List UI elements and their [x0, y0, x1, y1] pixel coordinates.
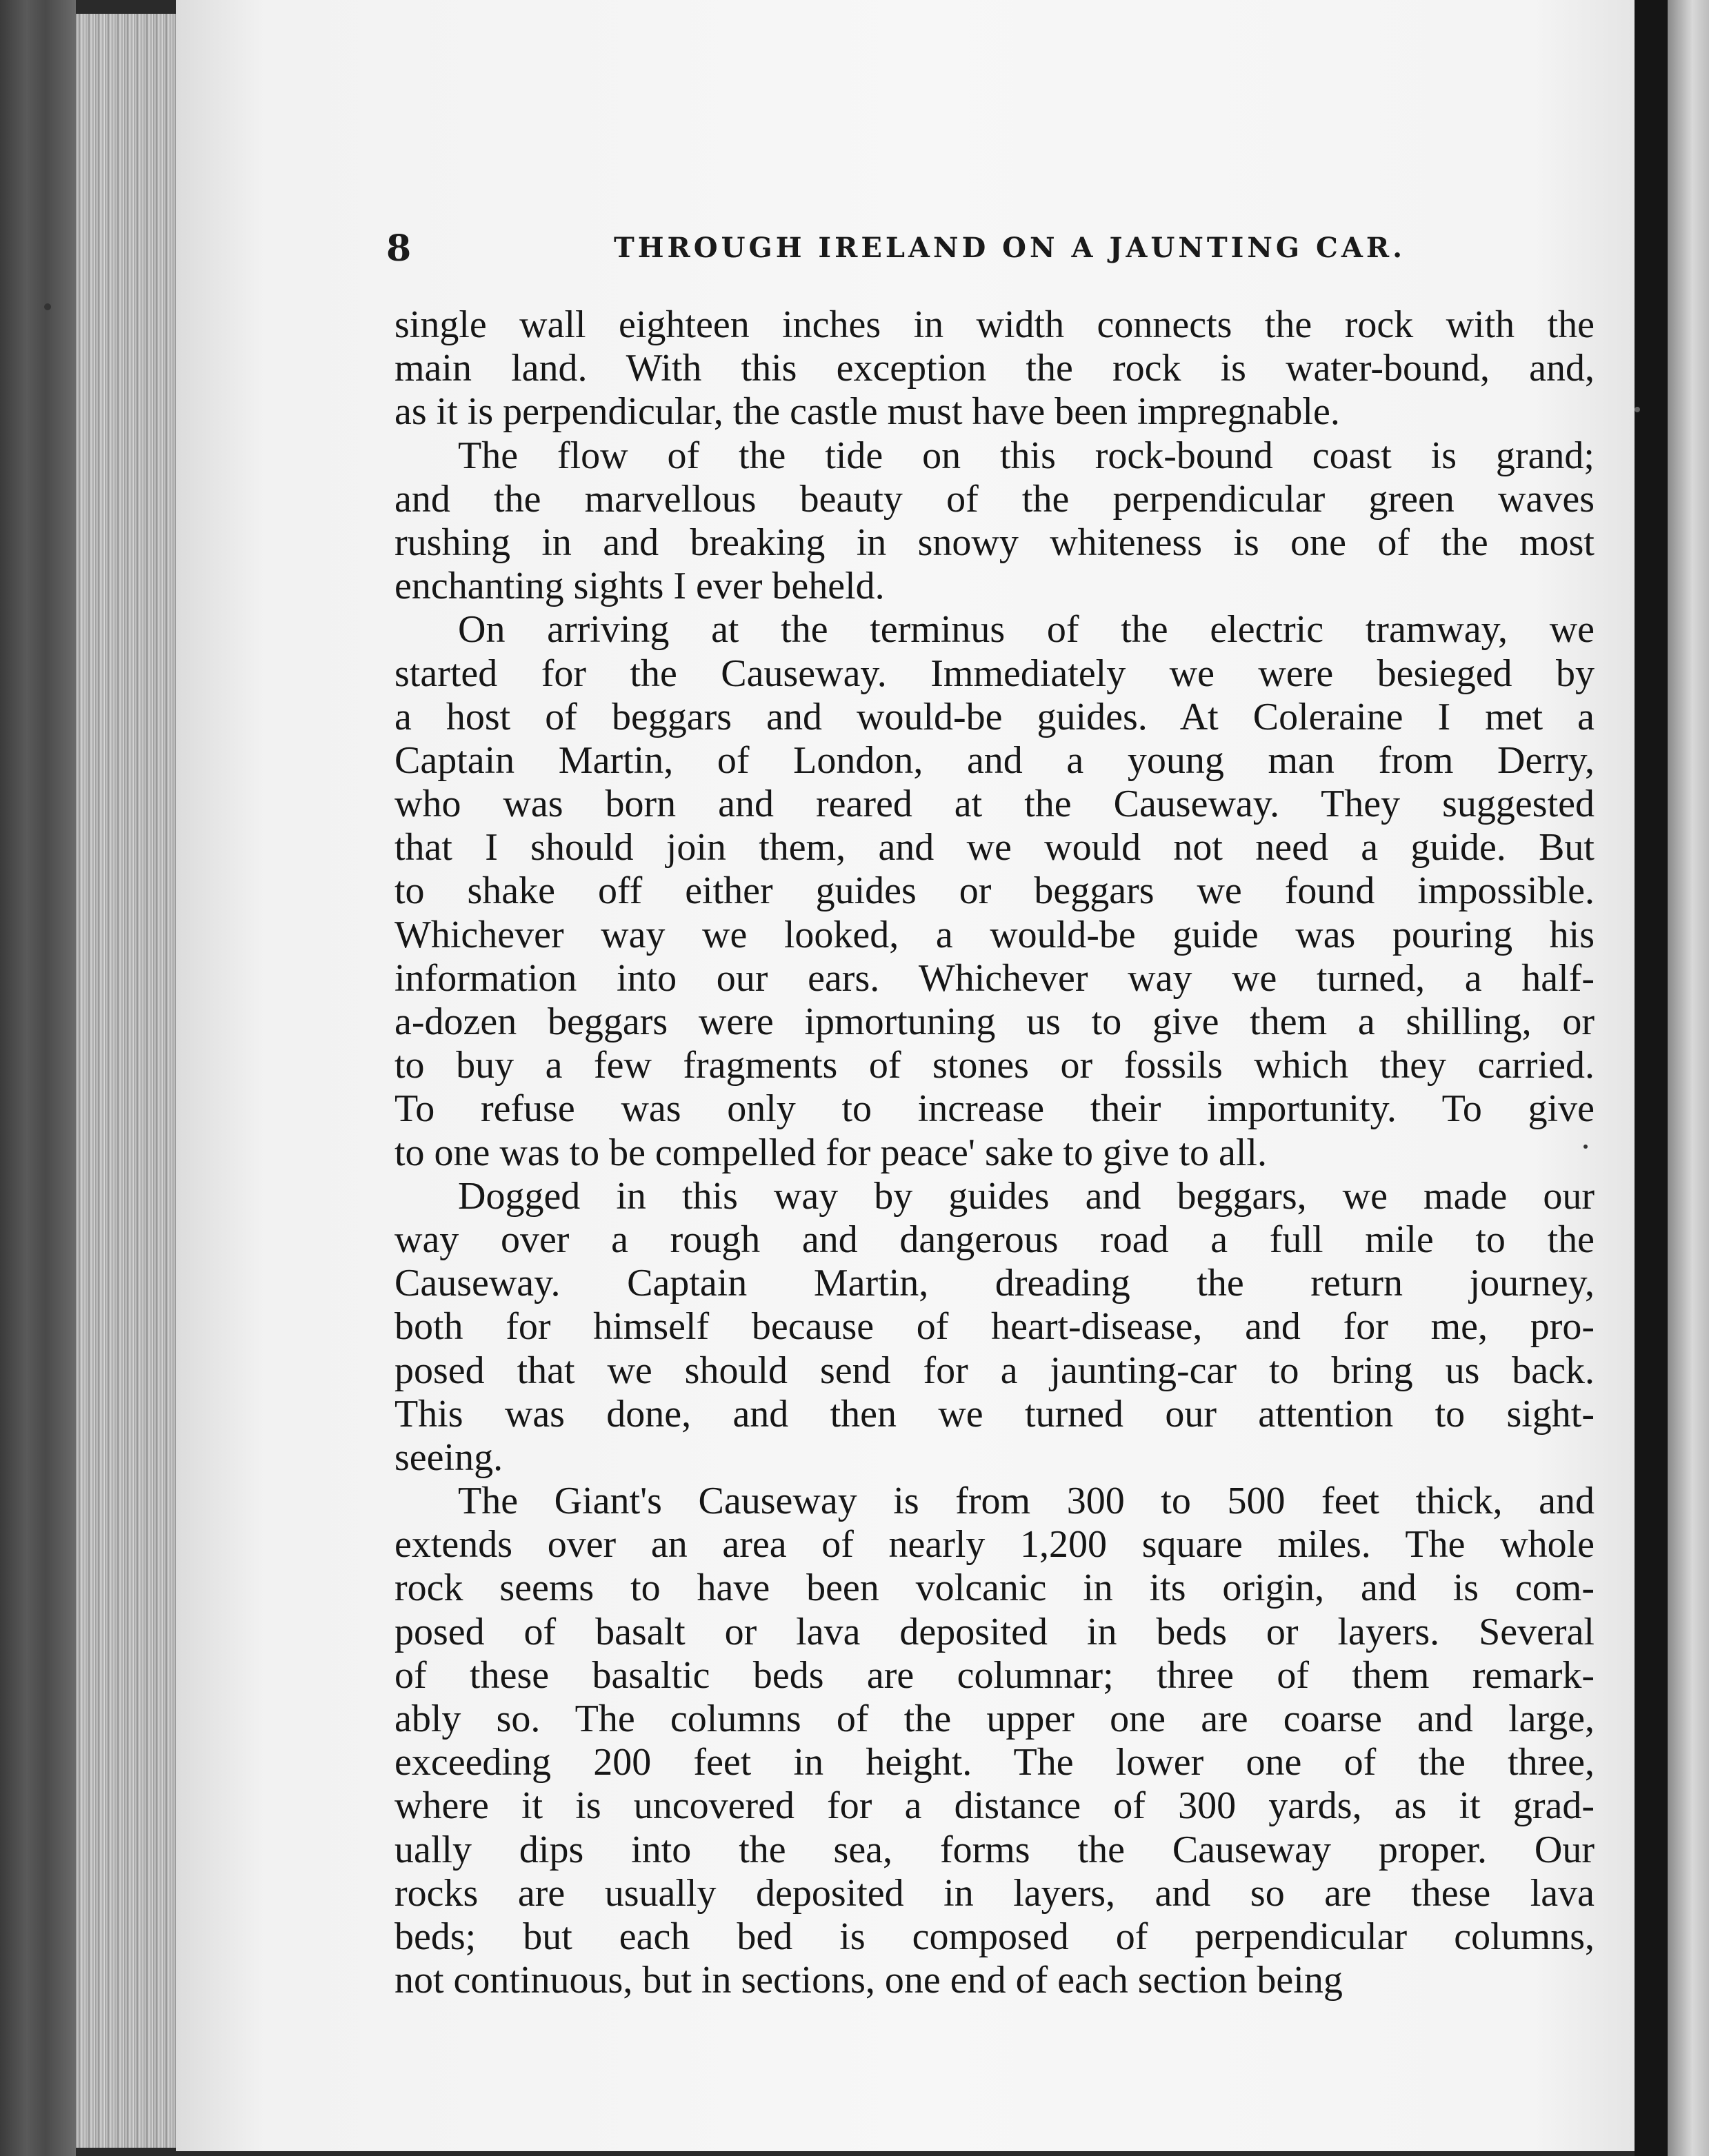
text-line: The flow of the tide on this rock-bound coast is grand; [458, 434, 1595, 477]
text-line: To refuse was only to increase their importunity. To give [394, 1087, 1595, 1131]
text-line: both for himself because of heart-disease, and for me, pro- [394, 1305, 1595, 1349]
text-line: main land. With this exception the rock is water-bound, and, [394, 347, 1595, 390]
next-page-edge [1668, 0, 1709, 2156]
text-line: This was done, and then we turned our attention to sight- [394, 1392, 1595, 1435]
scan-speck [1635, 407, 1640, 412]
text-line: posed that we should send for a jaunting-car to bring us back. [394, 1349, 1595, 1392]
text-line: information into our ears. Whichever way we turned, a half- [394, 956, 1595, 1000]
text-line: to buy a few fragments of stones or fossils which they carried. [394, 1044, 1595, 1087]
text-line: Dogged in this way by guides and beggars, we made our [458, 1174, 1595, 1218]
running-head [386, 228, 1572, 269]
book-gutter [1635, 0, 1668, 2156]
text-line: where it is uncovered for a distance of 300 yards, as it grad- [394, 1784, 1595, 1828]
text-line: a host of beggars and would-be guides. At Coleraine I met a [394, 695, 1595, 738]
scan-left-margin [0, 0, 76, 2156]
text-line: who was born and reared at the Causeway. They suggested [394, 783, 1595, 826]
page-number: 8 [386, 228, 413, 270]
text-line: not continuous, but in sections, one end of each section being [394, 1959, 1343, 2002]
running-title: THROUGH IRELAND ON A JAUNTING CAR. [614, 232, 1406, 264]
text-line: started for the Causeway. Immediately we were besieged by [394, 652, 1595, 695]
text-line: single wall eighteen inches in width connects the rock with the [394, 303, 1595, 346]
text-line: ably so. The columns of the upper one are coarse and large, [394, 1697, 1595, 1740]
text-line: Captain Martin, of London, and a young man from Derry, [394, 738, 1595, 782]
text-line: a-dozen beggars were ipmortuning us to give them a shilling, or [394, 1000, 1595, 1043]
text-line: posed of basalt or lava deposited in beds or layers. Several [394, 1610, 1595, 1653]
paragraph [394, 1480, 1595, 2002]
text-line: of these basaltic beds are columnar; three of them remark- [394, 1653, 1595, 1697]
text-line: Whichever way we looked, a would-be guide was pouring his [394, 913, 1595, 956]
text-line: rocks are usually deposited in layers, and so are these lava [394, 1871, 1595, 1915]
text-line: The Giant's Causeway is from 300 to 500 feet thick, and [458, 1480, 1595, 1523]
text-line: to one was to be compelled for peace' sake to give to all. [394, 1131, 1267, 1174]
paragraph [394, 303, 1595, 434]
scan-speck [1583, 1145, 1588, 1149]
text-line: rock seems to have been volcanic in its origin, and is com- [394, 1566, 1595, 1610]
text-line: exceeding 200 feet in height. The lower one of the three, [394, 1741, 1595, 1784]
text-line: ually dips into the sea, forms the Causeway proper. Our [394, 1828, 1595, 1871]
text-line: Causeway. Captain Martin, dreading the return journey, [394, 1262, 1595, 1305]
text-line: way over a rough and dangerous road a full mile to the [394, 1218, 1595, 1261]
book-page-edges [76, 14, 179, 2148]
scan-speck [44, 303, 51, 310]
body-text [394, 303, 1595, 2002]
text-line: extends over an area of nearly 1,200 square miles. The whole [394, 1523, 1595, 1566]
paragraph [394, 1175, 1595, 1480]
text-line: On arriving at the terminus of the electric tramway, we [458, 608, 1595, 652]
text-line: beds; but each bed is composed of perpendicular columns, [394, 1915, 1595, 1958]
text-line: and the marvellous beauty of the perpendicular green waves [394, 477, 1595, 521]
text-line: as it is perpendicular, the castle must have been impregnable. [394, 390, 1340, 434]
text-line: enchanting sights I ever beheld. [394, 565, 885, 608]
paragraph [394, 608, 1595, 1174]
text-line: that I should join them, and we would not need a guide. But [394, 826, 1595, 869]
text-line: seeing. [394, 1435, 503, 1479]
text-line: rushing in and breaking in snowy whiteness is one of the most [394, 521, 1595, 564]
text-line: to shake off either guides or beggars we found impossible. [394, 869, 1595, 913]
paragraph [394, 434, 1595, 609]
